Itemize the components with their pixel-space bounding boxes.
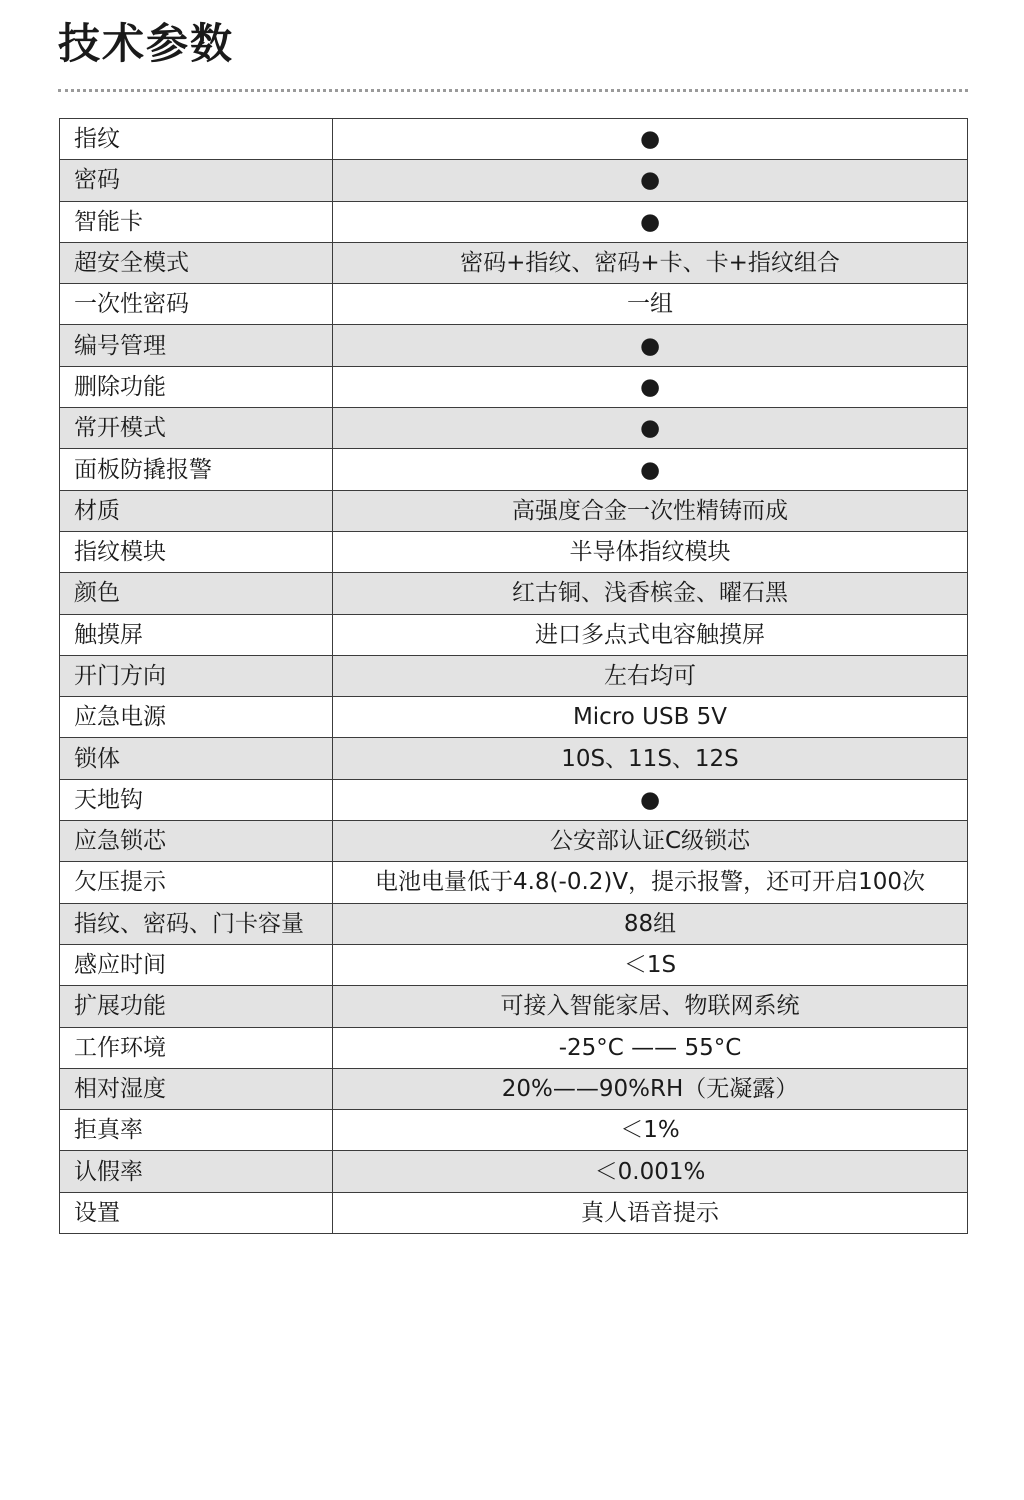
spec-value: ● — [333, 201, 968, 242]
spec-label: 感应时间 — [60, 944, 333, 985]
spec-value: 公安部认证C级锁芯 — [333, 821, 968, 862]
spec-row — [60, 944, 968, 985]
spec-row — [60, 903, 968, 944]
spec-label: 应急电源 — [60, 697, 333, 738]
spec-label: 锁体 — [60, 738, 333, 779]
spec-row — [60, 1110, 968, 1151]
spec-row — [60, 697, 968, 738]
spec-value: ＜1% — [333, 1110, 968, 1151]
spec-label: 超安全模式 — [60, 242, 333, 283]
spec-value: 10S、11S、12S — [333, 738, 968, 779]
spec-value: ● — [333, 325, 968, 366]
spec-label: 颜色 — [60, 573, 333, 614]
spec-row — [60, 408, 968, 449]
spec-value: ● — [333, 449, 968, 490]
spec-row — [60, 779, 968, 820]
spec-row — [60, 490, 968, 531]
spec-row — [60, 284, 968, 325]
spec-value: Micro USB 5V — [333, 697, 968, 738]
spec-row — [60, 862, 968, 903]
spec-label: 指纹模块 — [60, 531, 333, 572]
spec-value: 一组 — [333, 284, 968, 325]
spec-value: ● — [333, 160, 968, 201]
spec-value: 左右均可 — [333, 655, 968, 696]
spec-value: ＜0.001% — [333, 1151, 968, 1192]
spec-value: 半导体指纹模块 — [333, 531, 968, 572]
spec-table-body — [60, 119, 968, 1234]
spec-label: 拒真率 — [60, 1110, 333, 1151]
spec-value: ● — [333, 366, 968, 407]
spec-row — [60, 614, 968, 655]
spec-label: 删除功能 — [60, 366, 333, 407]
spec-row — [60, 821, 968, 862]
spec-label: 一次性密码 — [60, 284, 333, 325]
spec-label: 编号管理 — [60, 325, 333, 366]
spec-label: 认假率 — [60, 1151, 333, 1192]
page-title: 技术参数 — [58, 19, 235, 68]
spec-row — [60, 1027, 968, 1068]
spec-value: 高强度合金一次性精铸而成 — [333, 490, 968, 531]
spec-value: 进口多点式电容触摸屏 — [333, 614, 968, 655]
spec-value: ＜1S — [333, 944, 968, 985]
spec-label: 欠压提示 — [60, 862, 333, 903]
spec-row — [60, 573, 968, 614]
spec-label: 开门方向 — [60, 655, 333, 696]
spec-value: 电池电量低于4.8(-0.2)V，提示报警，还可开启100次 — [333, 862, 968, 903]
spec-value: 88组 — [333, 903, 968, 944]
spec-row — [60, 1192, 968, 1233]
spec-label: 相对湿度 — [60, 1068, 333, 1109]
spec-row — [60, 242, 968, 283]
spec-value: 真人语音提示 — [333, 1192, 968, 1233]
spec-row — [60, 449, 968, 490]
spec-label: 常开模式 — [60, 408, 333, 449]
spec-value: ● — [333, 779, 968, 820]
spec-value: 20%——90%RH（无凝露） — [333, 1068, 968, 1109]
spec-row — [60, 738, 968, 779]
spec-row — [60, 119, 968, 160]
spec-row — [60, 325, 968, 366]
spec-value: 可接入智能家居、物联网系统 — [333, 986, 968, 1027]
spec-value: ● — [333, 119, 968, 160]
spec-value: 红古铜、浅香槟金、曜石黑 — [333, 573, 968, 614]
spec-table — [59, 118, 968, 1234]
spec-label: 触摸屏 — [60, 614, 333, 655]
spec-label: 指纹 — [60, 119, 333, 160]
spec-row — [60, 1151, 968, 1192]
spec-row — [60, 1068, 968, 1109]
spec-label: 材质 — [60, 490, 333, 531]
spec-row — [60, 201, 968, 242]
spec-label: 应急锁芯 — [60, 821, 333, 862]
spec-label: 工作环境 — [60, 1027, 333, 1068]
spec-row — [60, 531, 968, 572]
spec-row — [60, 986, 968, 1027]
spec-label: 面板防撬报警 — [60, 449, 333, 490]
spec-value: ● — [333, 408, 968, 449]
dotted-divider — [58, 89, 968, 92]
spec-label: 指纹、密码、门卡容量 — [60, 903, 333, 944]
spec-row — [60, 366, 968, 407]
spec-label: 扩展功能 — [60, 986, 333, 1027]
spec-label: 天地钩 — [60, 779, 333, 820]
spec-row — [60, 160, 968, 201]
spec-row — [60, 655, 968, 696]
spec-value: 密码+指纹、密码+卡、卡+指纹组合 — [333, 242, 968, 283]
spec-label: 密码 — [60, 160, 333, 201]
spec-label: 智能卡 — [60, 201, 333, 242]
spec-label: 设置 — [60, 1192, 333, 1233]
spec-value: -25°C —— 55°C — [333, 1027, 968, 1068]
